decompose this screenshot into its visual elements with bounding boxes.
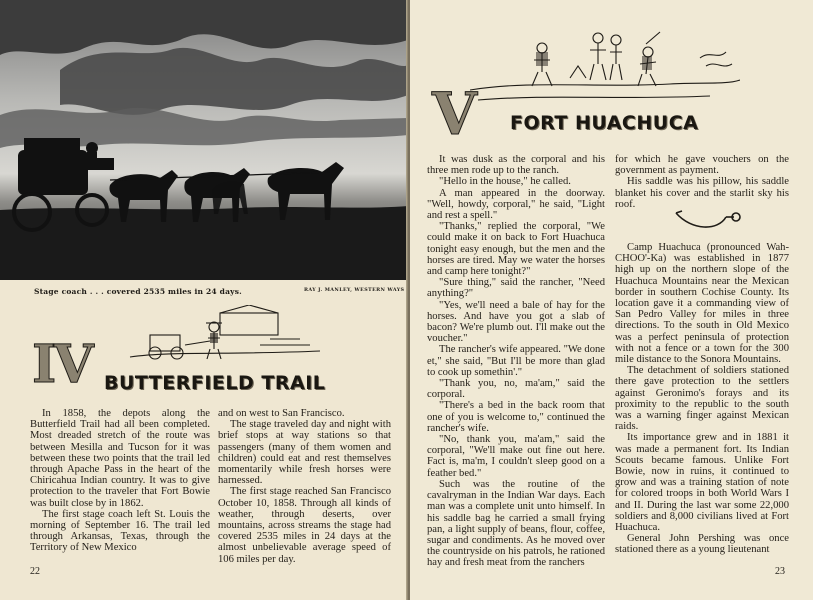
paragraph: The rancher's wife appeared. "We done et," she said, "But I'll be more than glad to cook up somethin'."	[427, 344, 605, 378]
paragraph: "Yes, we'll need a bale of hay for the horses. And have you got a slab of bacon? We're plumb out. I'll make out the voucher."	[427, 299, 605, 345]
paragraph: Such was the routine of the cavalryman in the Indian War days. Each man was a complete unit unto himself. In his saddle bag he carried a small frying pan, a light supply of beans, flour, coffee, sugar and condiments. As he moved over the countryside on his patrols, he rationed hay and fresh meat from the ranchers	[427, 478, 605, 569]
chapter-numeral: V	[432, 80, 478, 148]
paragraph: for which he gave vouchers on the government as payment.	[615, 154, 789, 177]
paragraph: Its importance grew and in 1881 it was made a permanent fort. Its Indian Scouts became famous. Unlike Fort Bowie, now in ruins, it continued to grow and was a training station of note for colored troops in both World Wars I and II. During the last war some 22,000 soldiers and 8,000 civilians lived at Fort Huachuca.	[615, 432, 789, 534]
paragraph: It was dusk as the corporal and his three men rode up to the ranch.	[427, 154, 605, 177]
page-number: 22	[30, 566, 40, 577]
paragraph: "There's a bed in the back room that one of you is welcome to," continued the rancher's wife.	[427, 400, 605, 434]
paragraph: "No, thank you, ma'am," said the corporal, "We'll make out fine out here. Fact is, ma'm, I couldn't sleep good on a feather bed."	[427, 434, 605, 479]
photo-credit: RAY J. MANLEY, WESTERN WAYS	[304, 287, 405, 293]
text-column-1	[30, 408, 210, 554]
paragraph: A man appeared in the doorway. "Well, howdy, corporal," he said, "Light and rest a spell."	[427, 187, 605, 222]
paragraph: His saddle was his pillow, his saddle blanket his cover and the starlit sky his roof.	[615, 176, 789, 210]
paragraph: General John Pershing was once stationed there as a young lieutenant	[615, 533, 789, 556]
paragraph: The stage traveled day and night with brief stops at way stations so that passengers (many of them women and children) could eat and rest themselves momentarily while fresh horses were harnessed.	[218, 419, 391, 487]
text-column-4	[615, 154, 789, 210]
stagecoach-silhouette	[0, 0, 408, 280]
paragraph: Camp Huachuca (pronounced Wah-CHOO'-Ka) was established in 1877 high up on the northern slope of the Huachuca Mountains near the Mexican border in southern Cochise County. Its location gave it a commanding view of San Pedro Valley for miles in three directions. To the south in Old Mexico was a perfect peninsula of protection with not a fence or a town for the 300 mile distance to the Sonora Mountains.	[615, 242, 789, 366]
paragraph: and on west to San Francisco.	[218, 408, 345, 419]
paragraph: "Hello in the house," he called.	[439, 176, 571, 188]
text-column-3	[427, 154, 605, 569]
paragraph: "Thanks," replied the corporal, "We could make it on back to Fort Huachuca tonight easy enough, but the men and the horses are tired. May we water the horses and camp here tonight?"	[427, 221, 605, 278]
paragraph: The first stage reached San Francisco October 10, 1858. Through all kinds of weather, through deserts, over mountains, across streams the stage had covered 2535 miles in 24 days at the almost unbelievable average speed of 106 miles per day.	[218, 486, 391, 565]
photo-caption: Stage coach . . . covered 2535 miles in 24 days.	[34, 287, 242, 296]
paragraph: "Sure thing," said the rancher, "Need anything?"	[427, 277, 605, 300]
chapter-title: FORT HUACHUCA	[510, 112, 699, 134]
chapter-title: BUTTERFIELD TRAIL	[104, 372, 326, 394]
campfire-sketch	[470, 30, 740, 108]
page-number: 23	[775, 566, 785, 577]
paragraph: In 1858, the depots along the Butterfield Trail had all been completed. Most dreaded stretch of the route was between Mesilla and Tucson for it was between these two points that the trail led through Apache Pass in the heart of the Chiricahua Indian country. It was to give protection to the traveler that Fort Bowie was built close by in 1862.	[30, 408, 210, 509]
paragraph: "Thank you, no, ma'am," said the corporal.	[427, 378, 605, 401]
text-column-5	[615, 242, 789, 556]
text-column-2	[218, 408, 391, 565]
stagecoach-sketch	[110, 305, 330, 363]
stagecoach-photo	[0, 0, 408, 280]
paragraph: The detachment of soldiers stationed there gave protection to the settlers against Geronimo's forays and its proximity to the republic to the south was a warning finger against Mexican raids.	[615, 365, 789, 433]
spur-icon	[672, 205, 742, 235]
paragraph: The first stage coach left St. Louis the morning of September 16. The trail led through Arkansas, Texas, through the Territory of New Mexico	[30, 508, 210, 554]
chapter-numeral: IV	[32, 334, 91, 395]
